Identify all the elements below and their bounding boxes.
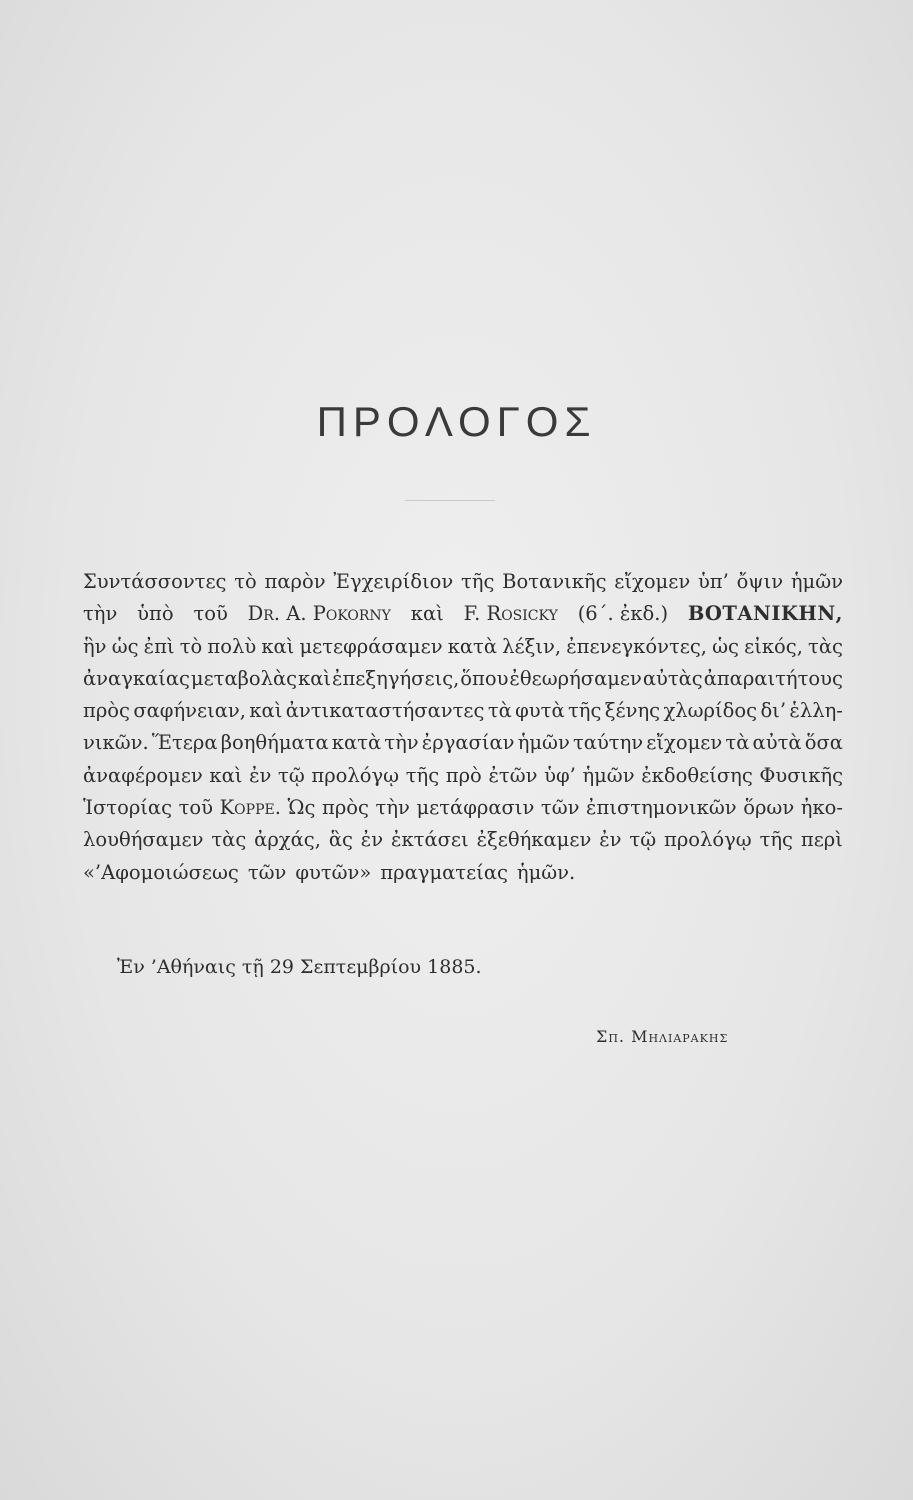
book-title-botaniken: ΒΟΤΑΝΙΚΗΝ, xyxy=(687,602,843,626)
word: πρὸς xyxy=(322,796,369,820)
word: χλωρίδος xyxy=(663,699,758,723)
word: τῆς xyxy=(759,828,793,852)
word: ἀπαραιτήτους xyxy=(703,666,843,690)
word: ὅρων xyxy=(743,796,795,820)
word: τὴν xyxy=(375,796,410,820)
word: τὰς xyxy=(211,828,247,852)
word: ἑλλη- xyxy=(789,699,843,723)
word: ὅσα xyxy=(804,731,843,755)
word: ἐκδοθείσης xyxy=(641,763,753,787)
dateline: Ἐν ’Αθήναις τῇ 29 Σεπτεμβρίου 1885. xyxy=(117,956,482,978)
word: πρὸ xyxy=(445,763,482,787)
word: αὐτὰ xyxy=(752,731,802,755)
word: ὑπ’ xyxy=(697,570,729,593)
word: ἡμῶν xyxy=(582,763,635,787)
paragraph-line xyxy=(83,695,843,727)
word: ὑπὸ xyxy=(137,602,174,626)
word: Ὡς xyxy=(287,796,316,820)
word: ἡμῶν xyxy=(517,731,570,755)
word: καὶ xyxy=(249,699,283,723)
word: πρὸς xyxy=(83,699,130,723)
word: ὄψιν xyxy=(736,570,784,593)
word: εἴχομεν xyxy=(614,570,691,593)
word: σαφήνειαν, xyxy=(133,699,246,723)
word: προλόγῳ xyxy=(311,763,400,787)
word: ἐπιστημονικῶν xyxy=(586,796,737,820)
word: ἐπεξηγήσεις, xyxy=(332,666,460,690)
word: ἐν xyxy=(249,763,272,787)
word: τὴν xyxy=(83,602,118,626)
word: καὶ xyxy=(410,602,444,626)
word: ἐπενεγκόντες, xyxy=(566,634,707,658)
word: ξένης xyxy=(604,699,661,723)
word: ἃς xyxy=(328,828,353,852)
paragraph-line xyxy=(83,663,843,695)
paragraph-line xyxy=(83,824,843,856)
word: κατὰ xyxy=(447,634,497,658)
word: νικῶν. xyxy=(83,731,149,755)
word: ἡμῶν. xyxy=(516,860,576,884)
word: τῆς xyxy=(568,699,602,723)
word: ἀρχάς, xyxy=(254,828,321,852)
word: ἐν xyxy=(360,828,384,852)
word: καὶ xyxy=(209,763,243,787)
word: περὶ xyxy=(800,828,843,852)
word: μετάφρασιν xyxy=(416,796,535,820)
word: Φυσικῆς xyxy=(759,763,843,787)
word: Ἐγχειρίδιον xyxy=(333,570,454,593)
word: πολὺ xyxy=(207,634,257,658)
word: παρὸν xyxy=(264,570,326,593)
word: ταύτην xyxy=(572,731,644,755)
word: τῆς xyxy=(461,570,495,593)
word: τὸ xyxy=(179,634,203,658)
word: ἀναγκαίας xyxy=(83,666,190,690)
word: ἐπὶ xyxy=(143,634,175,658)
word: λέξιν, xyxy=(502,634,562,658)
author-signature: Σπ. Μηλιαρακης xyxy=(596,1027,729,1046)
author-name-koppe: Koppe. xyxy=(219,796,281,820)
word: βοηθήματα xyxy=(220,731,329,755)
word: ἡμῶν xyxy=(790,570,843,593)
word: ὑφ’ xyxy=(544,763,576,787)
word: τὰ xyxy=(725,731,750,755)
author-name-rosicky: F. Rosicky xyxy=(463,602,558,626)
word: καὶ xyxy=(261,634,295,658)
word: τῆς xyxy=(405,763,440,787)
word: πραγματείας xyxy=(380,860,508,884)
word: «’Αφομοιώσεως xyxy=(83,860,239,884)
word: φυτὰ xyxy=(515,699,565,723)
word: ὅπου xyxy=(460,666,509,690)
word: ὡς xyxy=(712,634,739,658)
word: δι’ xyxy=(760,699,787,723)
word: ἀναφέρομεν xyxy=(83,763,203,787)
word: εἰκός, xyxy=(744,634,803,658)
word: ἐθεωρήσαμεν xyxy=(509,666,642,690)
word: κατὰ xyxy=(331,731,382,755)
word: ἀντικαταστήσαντες xyxy=(285,699,485,723)
word: ἐν xyxy=(599,828,622,852)
paragraph-line xyxy=(83,631,843,663)
paragraph-line xyxy=(83,566,843,598)
word: εἴχομεν xyxy=(646,731,723,755)
word: Ἱστορίας xyxy=(83,796,173,820)
paragraph-line xyxy=(83,760,843,792)
page-title: ΠΡΟΛΟΓΟΣ xyxy=(316,398,597,445)
word: μετεφράσαμεν xyxy=(299,634,443,658)
word: αὐτὰς xyxy=(642,666,703,690)
word: ἠκο- xyxy=(800,796,843,820)
paragraph-line xyxy=(83,857,843,889)
word: ἐξεθήκαμεν xyxy=(476,828,592,852)
word: μεταβολὰς xyxy=(190,666,298,690)
word: τὰς xyxy=(808,634,843,658)
word: τῶν xyxy=(247,860,287,884)
word: Ἕτερα xyxy=(151,731,218,755)
word: προλόγῳ xyxy=(664,828,752,852)
word: Βοτανικῆς xyxy=(502,570,607,593)
paragraph-line xyxy=(83,792,843,824)
edition-note: (6΄. ἐκδ.) xyxy=(577,602,669,626)
word: τὰ xyxy=(487,699,512,723)
word: ἐργασίαν xyxy=(421,731,515,755)
word: τῷ xyxy=(629,828,657,852)
word: ἐκτάσει xyxy=(391,828,469,852)
word: καὶ xyxy=(298,666,332,690)
word: τῶν xyxy=(540,796,580,820)
word: Συντάσσοντες xyxy=(83,570,227,593)
word: ἣν xyxy=(83,634,107,658)
word: τοῦ xyxy=(178,796,214,820)
word: λουθήσαμεν xyxy=(83,828,204,852)
word: φυτῶν» xyxy=(295,860,372,884)
paragraph-line xyxy=(83,727,843,759)
word: ὡς xyxy=(111,634,139,658)
paragraph-line xyxy=(83,598,843,630)
word: τῷ xyxy=(278,763,305,787)
word: τὴν xyxy=(384,731,419,755)
word: τοῦ xyxy=(193,602,228,626)
preface-paragraph xyxy=(83,566,843,889)
word: τὸ xyxy=(234,570,257,593)
title-divider xyxy=(405,500,495,501)
word: ἐτῶν xyxy=(488,763,538,787)
author-name-pokorny: Dr. A. Pokorny xyxy=(247,602,391,626)
